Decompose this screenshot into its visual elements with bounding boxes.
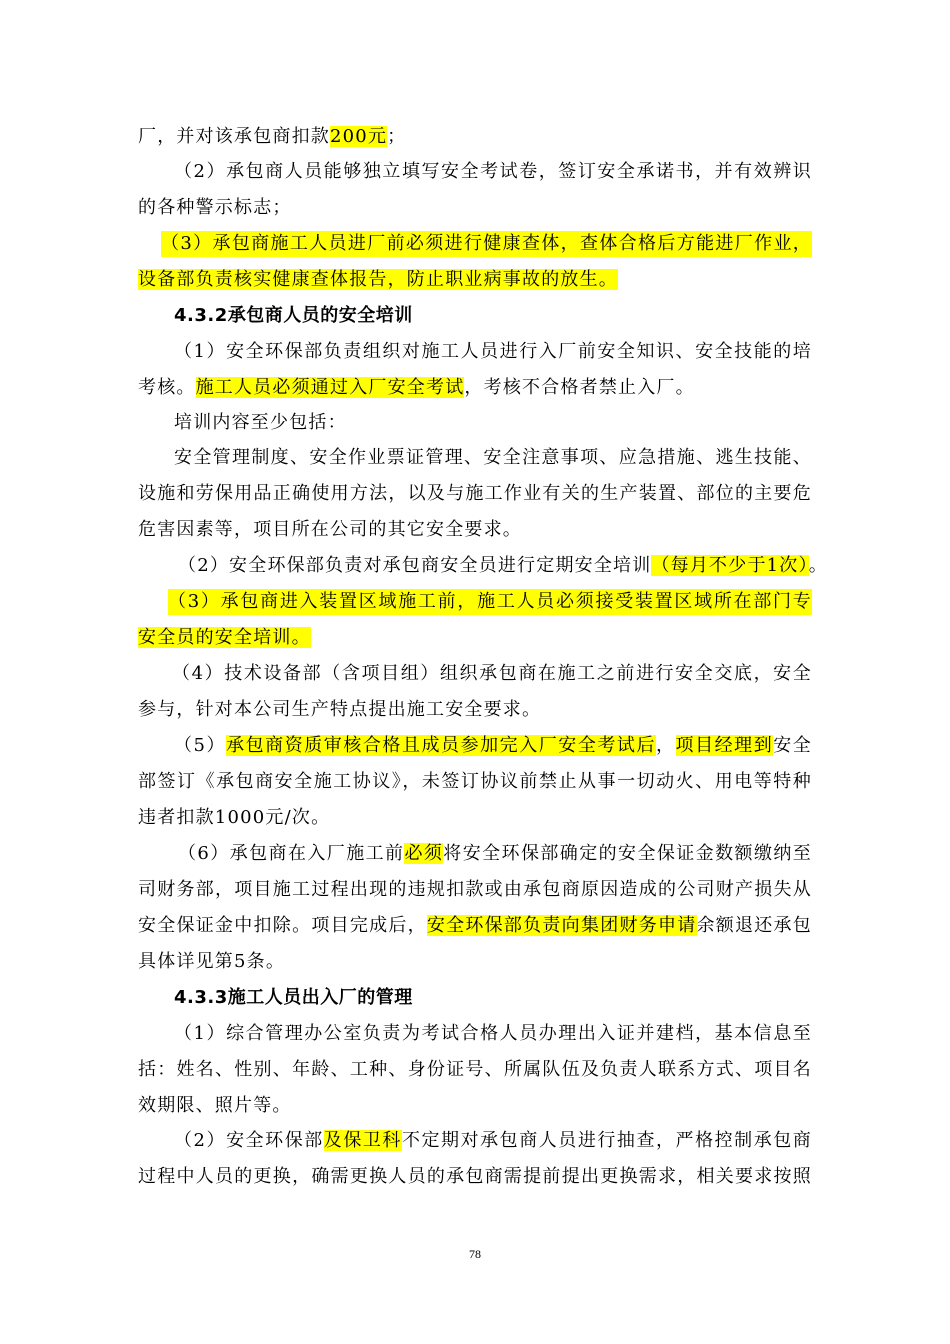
highlighted-paragraph-line: （3）承包商施工人员进厂前必须进行健康查体，查体合格后方能进厂作业， [161,231,812,257]
section-heading-4-3-2: 4.3.2承包商人员的安全培训 [174,305,413,326]
highlighted-paragraph-line: （3）承包商进入装置区域施工前，施工人员必须接受装置区域所在部门专 [168,589,812,615]
paragraph-line: （1）综合管理办公室负责为考试合格人员办理出入证并建档，基本信息至 [174,1023,812,1044]
paragraph-line [174,733,812,759]
paragraph-line: 的各种警示标志； [138,197,292,218]
highlighted-text: 项目经理到 [675,735,774,756]
paragraph-line: 括：姓名、性别、年龄、工种、身份证号、所属队伍及负责人联系方式、项目名 [138,1059,812,1080]
paragraph-line [138,375,695,401]
text-run: 厂，并对该承包商扣款 [138,126,330,147]
highlighted-text: 必须 [404,843,444,864]
text-run: （6）承包商在入厂施工前 [178,843,405,864]
paragraph-line: （1）安全环保部负责组织对施工人员进行入厂前安全知识、安全技能的培 [174,341,812,362]
paragraph-line [178,841,812,867]
text-run: 安全 [773,735,812,756]
highlighted-text: 设备部负责核实健康查体报告，防止职业病事故的放生。 [138,269,618,290]
highlighted-text: 200元 [330,126,388,147]
highlighted-text: 及保卫科 [323,1130,402,1151]
paragraph-line: 参与，针对本公司生产特点提出施工安全要求。 [138,699,542,720]
highlighted-paragraph-line [138,267,618,293]
paragraph-line: 危害因素等，项目所在公司的其它安全要求。 [138,519,522,540]
highlighted-text: 安全环保部负责向集团财务申请 [426,915,697,936]
paragraph-line: 安全管理制度、安全作业票证管理、安全注意事项、应急措施、逃生技能、 [174,447,812,468]
highlighted-text: （每月不少于1次） [651,555,809,576]
paragraph-line: 过程中人员的更换，确需更换人员的承包商需提前提出更换需求，相关要求按照 [138,1166,812,1187]
highlighted-text: 安全员的安全培训。 [138,627,311,648]
text-run: 不定期对承包商人员进行抽查，严格控制承包商 [401,1130,812,1151]
paragraph-line [174,1128,812,1154]
text-run: ，考核不合格者禁止入厂。 [464,377,695,398]
text-run: ； [387,126,407,147]
paragraph-line: 设施和劳保用品正确使用方法，以及与施工作业有关的生产装置、部位的主要危 [138,483,812,504]
paragraph-line: 效期限、照片等。 [138,1095,292,1116]
text-run: 安全保证金中扣除。项目完成后， [138,915,427,936]
paragraph-line: 具体详见第5条。 [138,951,286,972]
paragraph-line: 培训内容至少包括： [174,412,347,433]
paragraph-line [138,913,812,939]
paragraph-line: （4）技术设备部（含项目组）组织承包商在施工之前进行安全交底，安全 [172,663,812,684]
highlighted-paragraph-line [138,625,311,651]
paragraph-line: （2）承包商人员能够独立填写安全考试卷，签订安全承诺书，并有效辨识 [174,161,812,182]
paragraph-line: 司财务部，项目施工过程出现的违规扣款或由承包商原因造成的公司财产损失从 [138,879,812,900]
text-run: （2）安全环保部 [174,1130,324,1151]
text-run: 考核。 [138,377,196,398]
text-run: 余额退还承包 [696,915,812,936]
paragraph-line [138,124,406,150]
page-number: 78 [469,1247,481,1261]
paragraph-line [178,553,828,579]
section-heading-4-3-3: 4.3.3施工人员出入厂的管理 [174,987,413,1008]
text-run: （5） [174,735,227,756]
highlighted-text: 施工人员必须通过入厂安全考试 [195,377,465,398]
text-run: 。 [808,555,828,576]
text-run: ， [656,735,676,756]
paragraph-line: 部签订《承包商安全施工协议》，未签订协议前禁止从事一切动火、用电等特种 [138,771,812,792]
text-run: （2）安全环保部负责对承包商安全员进行定期安全培训 [178,555,652,576]
paragraph-line: 违者扣款1000元/次。 [138,807,331,828]
text-run: 将安全环保部确定的安全保证金数额缴纳至 [443,843,812,864]
highlighted-text: 承包商资质审核合格且成员参加完入厂安全考试后 [226,735,656,756]
